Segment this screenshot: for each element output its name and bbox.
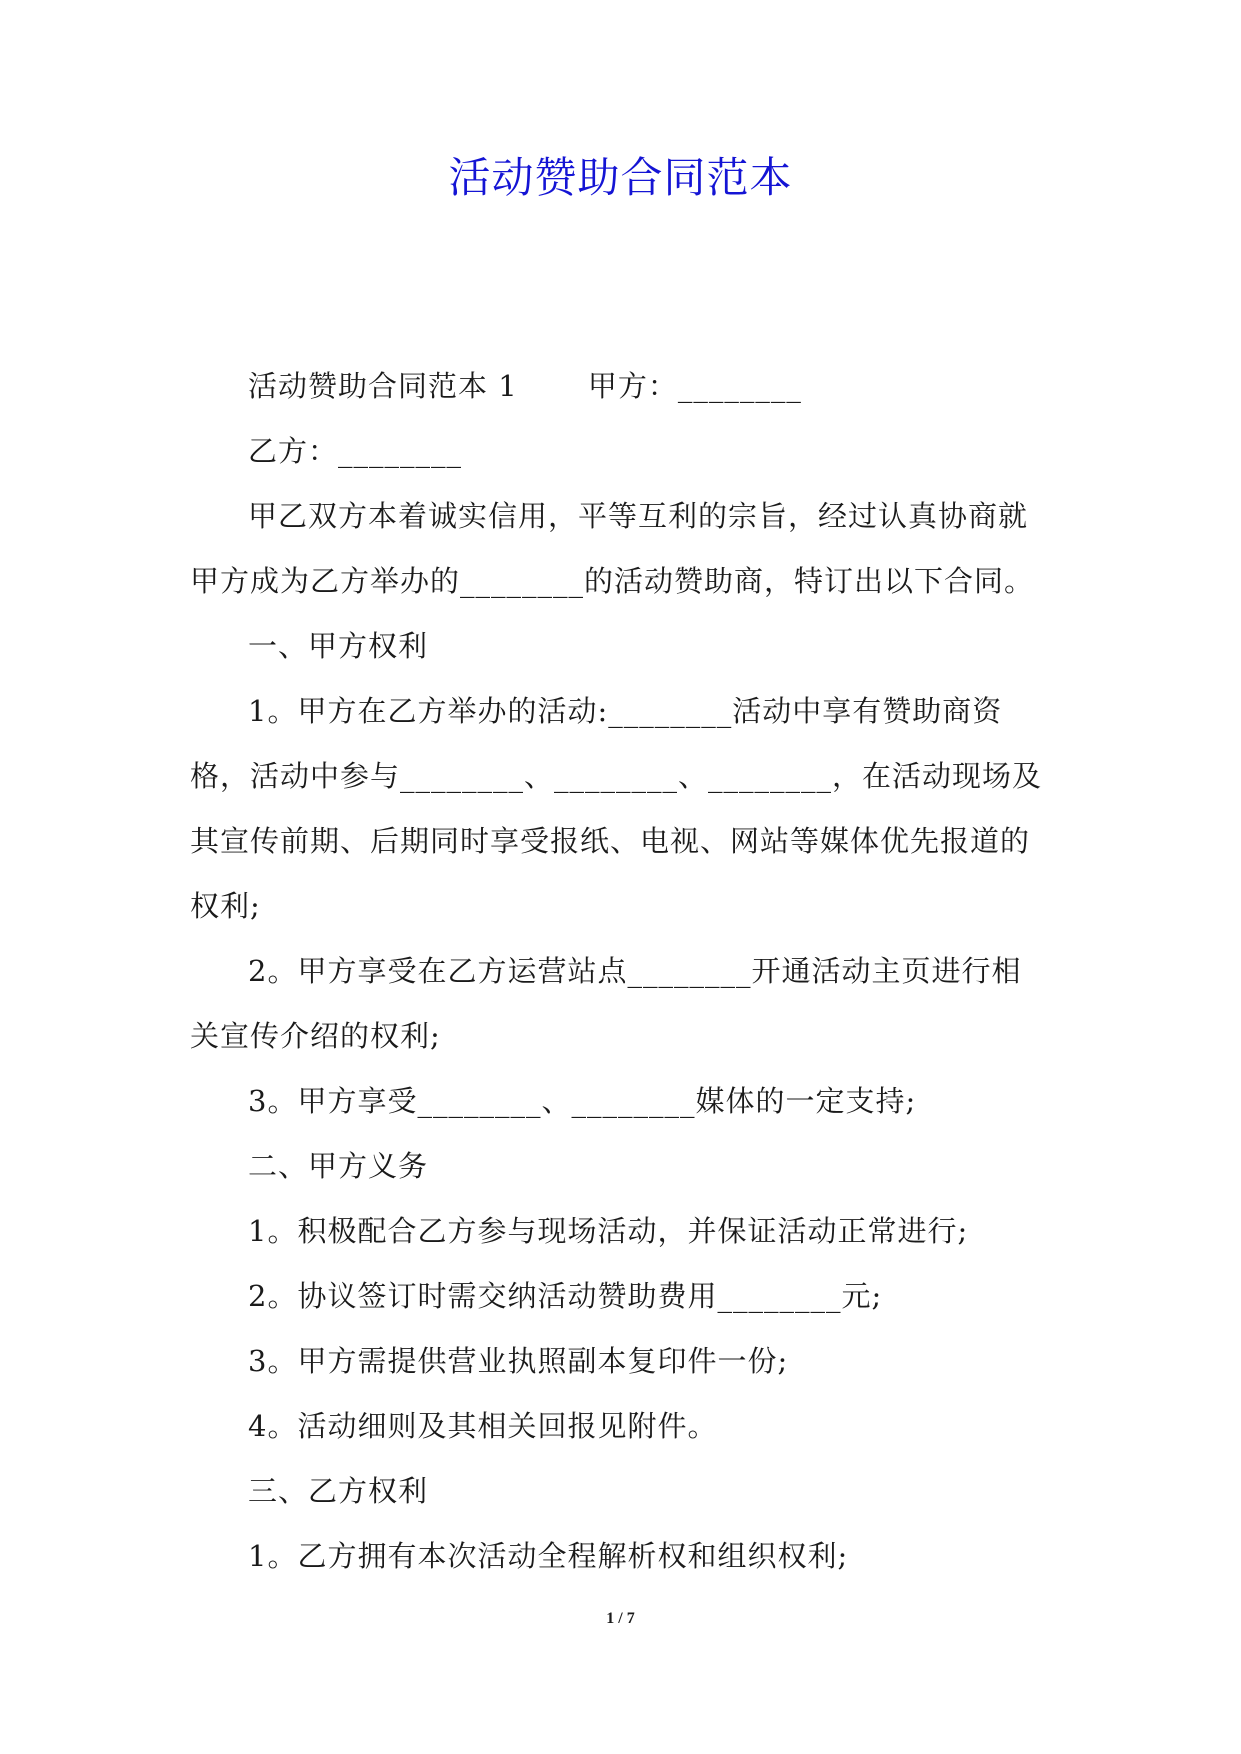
section-heading-party-a-rights: 一、甲方权利 [248,629,429,663]
paragraph-intro: 甲乙双方本着诚实信用，平等互利的宗旨，经过认真协商就甲方成为乙方举办的________的活动赞助商，特订出以下合同。 [190,499,1035,598]
paragraph-a-rights-3: 3。甲方享受________、________媒体的一定支持; [248,1084,917,1118]
section-heading-party-a-obligations: 二、甲方义务 [248,1149,429,1183]
paragraph-a-obligations-3: 3。甲方需提供营业执照副本复印件一份; [248,1344,789,1378]
paragraph-a-obligations-4: 4。活动细则及其相关回报见附件。 [248,1409,718,1443]
document-body [190,354,1050,1589]
paragraph-heading-line: 活动赞助合同范本 1 甲方：________ [248,369,802,403]
paragraph-a-rights-1: 1。甲方在乙方举办的活动:________活动中享有赞助商资格，活动中参与________、________、________，在活动现场及其宣传前期、后期同时享受报纸、电视、网站等媒体优先报道的权利; [190,694,1043,923]
paragraph-party-b: 乙方：________ [248,434,463,468]
paragraph-a-rights-2: 2。甲方享受在乙方运营站点________开通活动主页进行相关宣传介绍的权利; [190,954,1022,1053]
paragraph-a-obligations-1: 1。积极配合乙方参与现场活动，并保证活动正常进行; [248,1214,969,1248]
paragraph-b-rights-1: 1。乙方拥有本次活动全程解析权和组织权利; [248,1539,849,1573]
page-number: 1 / 7 [606,1610,635,1627]
document-title: 活动赞助合同范本 [448,153,793,202]
section-heading-party-b-rights: 三、乙方权利 [248,1474,429,1508]
paragraph-a-obligations-2: 2。协议签订时需交纳活动赞助费用________元; [248,1279,883,1313]
